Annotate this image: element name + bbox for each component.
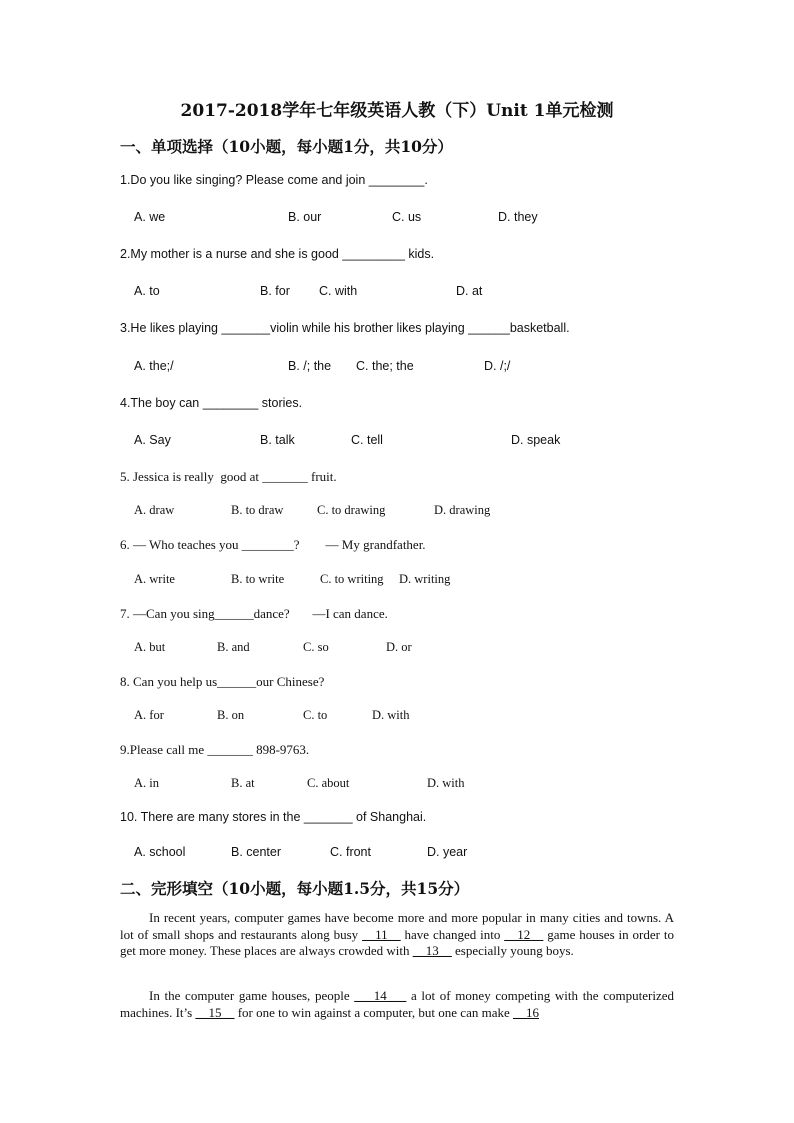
q8-option-c: C. to [303, 708, 328, 722]
cloze-blank-16: __16 [513, 1004, 539, 1020]
section-heading-cloze: 二、完形填空（10小题，每小题1.5分，共15分） [120, 879, 470, 898]
question-6: 6. — Who teaches you ________? — My grandfather. [120, 537, 426, 552]
q5-option-a: A. draw [134, 503, 175, 517]
q6-option-a: A. write [134, 572, 175, 586]
q4-option-d: D. speak [511, 433, 561, 447]
q7-option-b: B. and [217, 640, 250, 654]
question-3: 3.He likes playing _______violin while his brother likes playing ______basketball. [120, 321, 570, 335]
q9-option-c: C. about [307, 776, 350, 790]
q3-option-c: C. the; the [356, 359, 414, 373]
q8-option-a: A. for [134, 708, 164, 722]
cloze-paragraph-1: In recent years, computer games have become more and more popular in many cities and towns. A lot of small shops and restaurants along busy __11__ have changed into __12__ game houses in order to get more money. These places are always crowded with __13__ especially young boys. [120, 910, 674, 958]
q1-option-c: C. us [392, 210, 422, 224]
q8-option-b: B. on [217, 708, 245, 722]
q9-option-a: A. in [134, 776, 159, 790]
q1-option-d: D. they [498, 210, 538, 224]
question-1: 1.Do you like singing? Please come and join ________. [120, 173, 428, 187]
q4-option-b: B. talk [260, 433, 295, 447]
q4-option-a: A. Say [134, 433, 171, 447]
q5-option-c: C. to drawing [317, 503, 386, 517]
cloze-blank-11: __11__ [362, 926, 401, 942]
q10-option-c: C. front [330, 845, 371, 859]
q6-option-d: D. writing [399, 572, 451, 586]
section-heading-multiple-choice: 一、单项选择（10小题，每小题1分，共10分） [120, 137, 453, 156]
question-7: 7. —Can you sing______dance? —I can dance. [120, 606, 388, 621]
q5-option-d: D. drawing [434, 503, 491, 517]
question-10: 10. There are many stores in the _______ of Shanghai. [120, 810, 427, 824]
q4-option-c: C. tell [351, 433, 383, 447]
question-2: 2.My mother is a nurse and she is good _________ kids. [120, 247, 435, 261]
q10-option-b: B. center [231, 845, 282, 859]
q7-option-c: C. so [303, 640, 329, 654]
q3-option-a: A. the;/ [134, 359, 174, 373]
cloze-blank-13: __13__ [412, 943, 452, 958]
q3-option-d: D. /;/ [484, 359, 511, 373]
cloze-blank-14: ___14___ [354, 988, 407, 1003]
q7-option-a: A. but [134, 640, 166, 654]
question-4: 4.The boy can ________ stories. [120, 396, 303, 410]
question-5: 5. Jessica is really good at _______ fruit. [120, 469, 337, 484]
q6-option-b: B. to write [231, 572, 285, 586]
q5-option-b: B. to draw [231, 503, 284, 517]
question-8: 8. Can you help us______our Chinese? [120, 674, 325, 689]
q2-option-c: C. with [319, 284, 358, 298]
page-title: 2017-2018学年七年级英语人教（下）Unit 1单元检测 [180, 101, 614, 121]
question-9: 9.Please call me _______ 898-9763. [120, 742, 310, 757]
q9-option-d: D. with [427, 776, 465, 790]
q2-option-d: D. at [456, 284, 483, 298]
q6-option-c: C. to writing [320, 572, 384, 586]
q10-option-a: A. school [134, 845, 186, 859]
q2-option-b: B. for [260, 284, 290, 298]
q9-option-b: B. at [231, 776, 255, 790]
q2-option-a: A. to [134, 284, 160, 298]
q8-option-d: D. with [372, 708, 410, 722]
q1-option-a: A. we [134, 210, 166, 224]
q7-option-d: D. or [386, 640, 412, 654]
q3-option-b: B. /; the [288, 359, 332, 373]
cloze-paragraph-2: In the computer game houses, people ___14___ a lot of money competing with the computerized machines. It’s __15__ for one to win against a computer, but one can make __16 [120, 988, 674, 1020]
cloze-blank-15: __15__ [195, 1004, 235, 1020]
q1-option-b: B. our [288, 210, 322, 224]
cloze-blank-12: __12__ [504, 926, 544, 942]
q10-option-d: D. year [427, 845, 468, 859]
